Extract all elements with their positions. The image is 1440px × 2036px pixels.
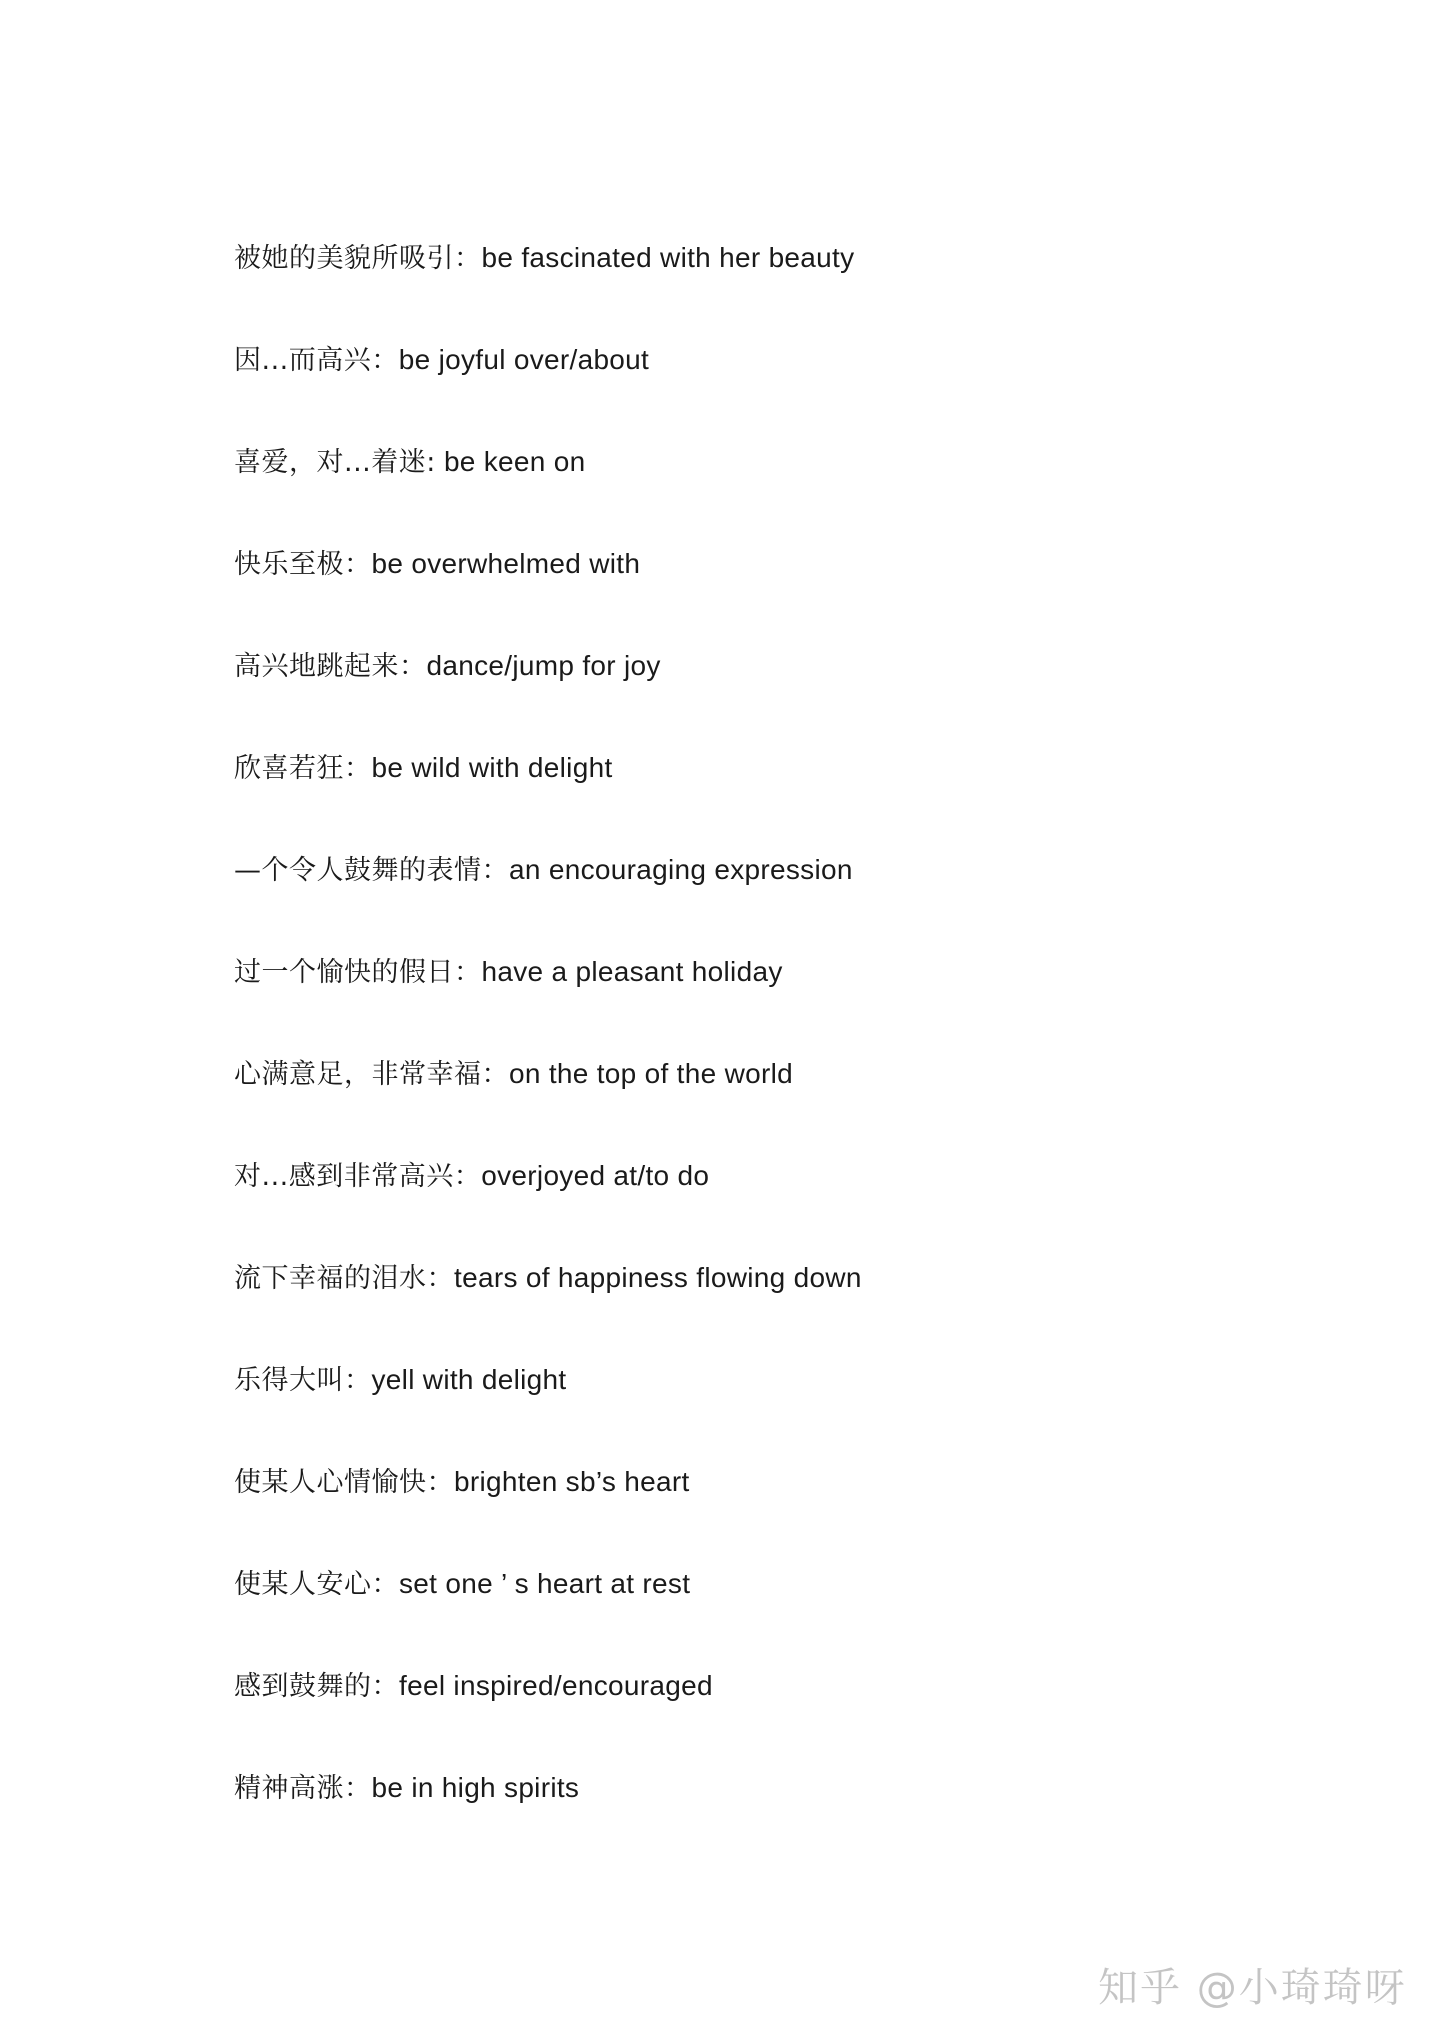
phrase-entry — [234, 340, 862, 442]
phrase-english: overjoyed at/to do — [481, 1160, 710, 1191]
phrase-chinese: 被她的美貌所吸引： — [234, 243, 482, 274]
phrase-english: be overwhelmed with — [371, 548, 641, 579]
phrase-english: dance/jump for joy — [426, 650, 661, 681]
phrase-english: be wild with delight — [371, 752, 613, 783]
phrase-entry — [234, 1666, 862, 1768]
phrase-entry — [234, 646, 862, 748]
phrase-chinese: 心满意足，非常幸福： — [234, 1059, 509, 1090]
phrase-entry — [234, 1768, 862, 1870]
phrase-chinese: 使某人心情愉快： — [234, 1467, 454, 1498]
phrase-entry — [234, 748, 862, 850]
phrase-chinese: 乐得大叫： — [234, 1365, 372, 1396]
phrase-entry — [234, 238, 862, 340]
watermark-text: 知乎 @小琦琦呀 — [1098, 1965, 1407, 2011]
phrase-entry — [234, 952, 862, 1054]
phrase-chinese: 感到鼓舞的： — [234, 1671, 399, 1702]
phrase-list — [234, 238, 862, 1870]
phrase-english: be fascinated with her beauty — [481, 242, 855, 273]
phrase-chinese: 流下幸福的泪水： — [234, 1263, 454, 1294]
phrase-entry — [234, 1564, 862, 1666]
phrase-english: set one ’ s heart at rest — [399, 1568, 691, 1599]
phrase-entry — [234, 1054, 862, 1156]
phrase-entry — [234, 442, 862, 544]
phrase-chinese: 精神高涨： — [234, 1773, 372, 1804]
phrase-chinese: 使某人安心： — [234, 1569, 399, 1600]
phrase-entry — [234, 1360, 862, 1462]
phrase-chinese: 过一个愉快的假日： — [234, 957, 482, 988]
phrase-chinese: 对...感到非常高兴： — [234, 1161, 482, 1192]
phrase-chinese: 喜爱，对...着迷: — [234, 447, 436, 478]
phrase-chinese: 高兴地跳起来： — [234, 651, 427, 682]
phrase-english: tears of happiness flowing down — [454, 1262, 862, 1293]
phrase-english: be in high spirits — [371, 1772, 580, 1803]
phrase-chinese: 因...而高兴： — [234, 345, 399, 376]
phrase-english: have a pleasant holiday — [481, 956, 783, 987]
phrase-english: an encouraging expression — [509, 854, 853, 885]
phrase-english: feel inspired/encouraged — [399, 1670, 713, 1701]
phrase-entry — [234, 850, 862, 952]
phrase-english: be keen on — [435, 446, 586, 477]
phrase-entry — [234, 1156, 862, 1258]
phrase-entry — [234, 1462, 862, 1564]
phrase-chinese: 欣喜若狂： — [234, 753, 372, 784]
phrase-english: brighten sb’s heart — [454, 1466, 690, 1497]
phrase-chinese: —个令人鼓舞的表情： — [234, 855, 509, 886]
phrase-entry — [234, 544, 862, 646]
phrase-english: on the top of the world — [509, 1058, 793, 1089]
phrase-english: be joyful over/about — [398, 344, 650, 375]
phrase-english: yell with delight — [371, 1364, 567, 1395]
phrase-entry — [234, 1258, 862, 1360]
phrase-chinese: 快乐至极： — [234, 549, 372, 580]
